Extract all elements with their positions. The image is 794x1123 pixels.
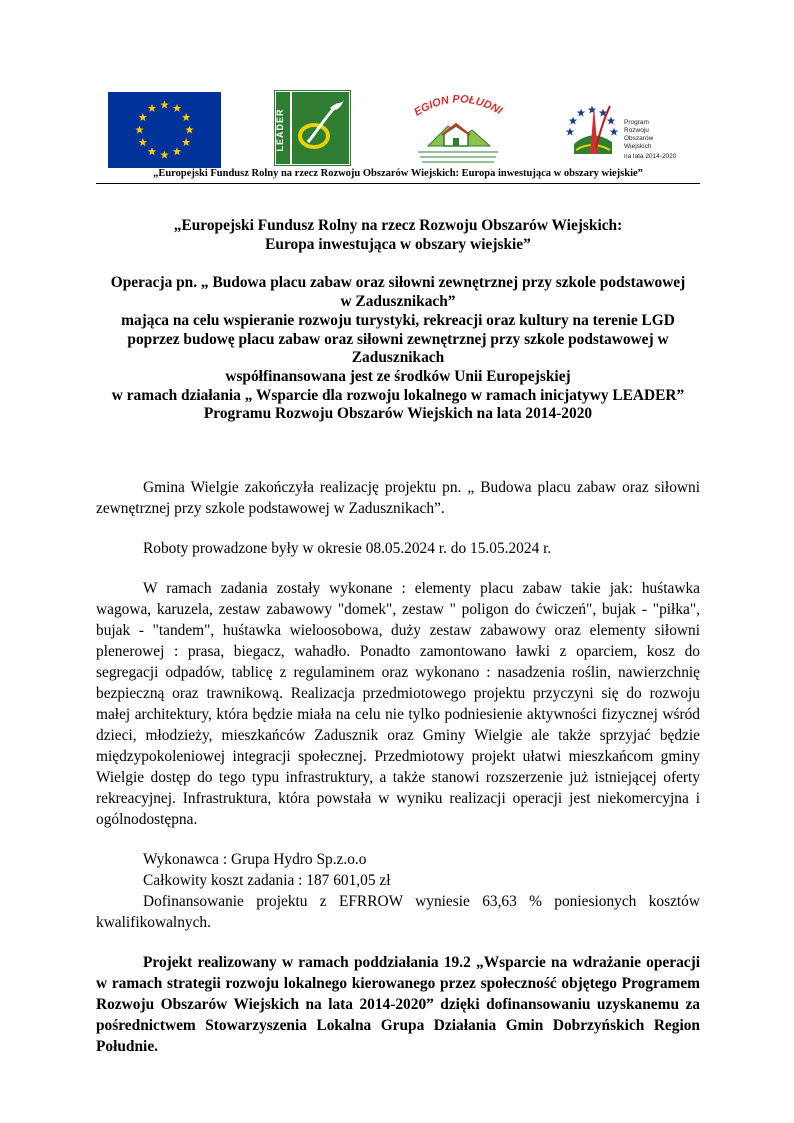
aim-line-3: Zadusznikach bbox=[351, 349, 445, 367]
header-divider bbox=[96, 183, 700, 184]
contractor-line: Wykonawca : Grupa Hydro Sp.z.o.o bbox=[143, 851, 367, 868]
document-body bbox=[96, 477, 700, 1057]
scope-paragraph: W ramach zadania zostały wykonane : elementy placu zabaw takie jak: huśtawka wagowa, karuzela, zestaw zabawowy "domek", zestaw " poligon do ćwiczeń", bujak - "piłka", bujak - "tandem", huśtawka wieloosobowa, duży zestaw zabawowy oraz elementy siłowni plenerowej : prasa, biegacz, wahadło. Ponadto zamontowano ławki z oparciem, kosz do segregacji odpadów, tablicę z regulaminem oraz wykonano : nasadzenia roślin, nawierzchnię bezpieczną oraz trawnikową. Realizacja przedmiotowego projektu przyczyni się do rozwoju małej architektury, która będzie miała na celu nie tylko podniesienie aktywności fizycznej wśród dzieci, młodzieży, mieszkańców Zadusznik oraz Gminy Wielgie ale także sprzyjać będzie międzypokoleniowej integracji społecznej. Przedmiotowy projekt ułatwi mieszkańcom gminy Wielgie dostęp do tego typu infrastruktury, a także stanowi rozszerzenie już istniejącej oferty rekreacyjnej. Infrastruktura, która powstała w wyniku realizacji operacji jest niekomercyjna i ogólnodostępna. bbox=[96, 580, 700, 828]
svg-text:na lata 2014-2020: na lata 2014-2020 bbox=[624, 153, 677, 160]
programme-line: Programu Rozwoju Obszarów Wiejskich na lata 2014-2020 bbox=[203, 405, 593, 423]
intro-paragraph: Gmina Wielgie zakończyła realizację projektu pn. „ Budowa placu zabaw oraz siłowni zewnętrznej przy szkole podstawowej w Zadusznikach”. bbox=[96, 479, 700, 517]
svg-text:Program: Program bbox=[624, 119, 649, 126]
operation-title-line-1: Operacja pn. „ Budowa placu zabaw oraz siłowni zewnętrznej przy szkole podstawowej bbox=[110, 274, 686, 292]
svg-text:Rozwoju: Rozwoju bbox=[624, 127, 649, 134]
svg-text:Wiejskich: Wiejskich bbox=[624, 143, 652, 150]
total-cost-line: Całkowity koszt zadania : 187 601,05 zł bbox=[143, 872, 391, 889]
header-caption: „Europejski Fundusz Rolny na rzecz Rozwoju Obszarów Wiejskich: Europa inwestująca w obszary wiejskie” bbox=[153, 168, 643, 179]
operation-title-line-2: w Zadusznikach” bbox=[340, 293, 456, 311]
fund-title-line-1: „Europejski Fundusz Rolny na rzecz Rozwoju Obszarów Wiejskich: bbox=[173, 217, 623, 234]
region-poludnie-logo-icon bbox=[408, 92, 508, 166]
svg-text:Obszarów: Obszarów bbox=[624, 135, 654, 142]
period-paragraph: Roboty prowadzone były w okresie 08.05.2024 r. do 15.05.2024 r. bbox=[143, 540, 552, 557]
prow-logo-icon bbox=[564, 92, 694, 164]
measure-line: w ramach działania „ Wsparcie dla rozwoju lokalnego w ramach inicjatywy LEADER” bbox=[111, 386, 685, 404]
funding-paragraph: Dofinansowanie projektu z EFRROW wyniesie 63,63 % poniesionych kosztów kwalifikowalnych. bbox=[96, 893, 700, 931]
fund-title-line-2: Europa inwestująca w obszary wiejskie” bbox=[265, 235, 531, 253]
leader-logo-icon bbox=[274, 90, 351, 166]
cofinance-line: współfinansowana jest ze środków Unii Europejskiej bbox=[225, 367, 571, 385]
aim-line-1: mająca na celu wspieranie rozwoju turystyki, rekreacji oraz kultury na terenie LGD bbox=[121, 311, 675, 329]
closing-paragraph: Projekt realizowany w ramach poddziałania 19.2 „Wsparcie na wdrażanie operacji w ramach strategii rozwoju lokalnego kierowanego przez społeczność objętego Programem Rozwoju Obszarów Wiejskich na lata 2014-2020” dzięki dofinansowaniu uzyskanemu za pośrednictwem Stowarzyszenia Lokalna Grupa Działania Gmin Dobrzyńskich Region Południe. bbox=[96, 954, 700, 1055]
eu-flag-icon bbox=[108, 92, 221, 168]
logo-bar bbox=[96, 90, 700, 166]
svg-text:LEADER: LEADER bbox=[275, 108, 285, 152]
svg-text:REGION POŁUDNIE: EGION POŁUDNI bbox=[412, 93, 505, 119]
title-block bbox=[96, 217, 700, 424]
aim-line-2: poprzez budowę placu zabaw oraz siłowni zewnętrznej przy szkole podstawowej w bbox=[127, 330, 669, 348]
